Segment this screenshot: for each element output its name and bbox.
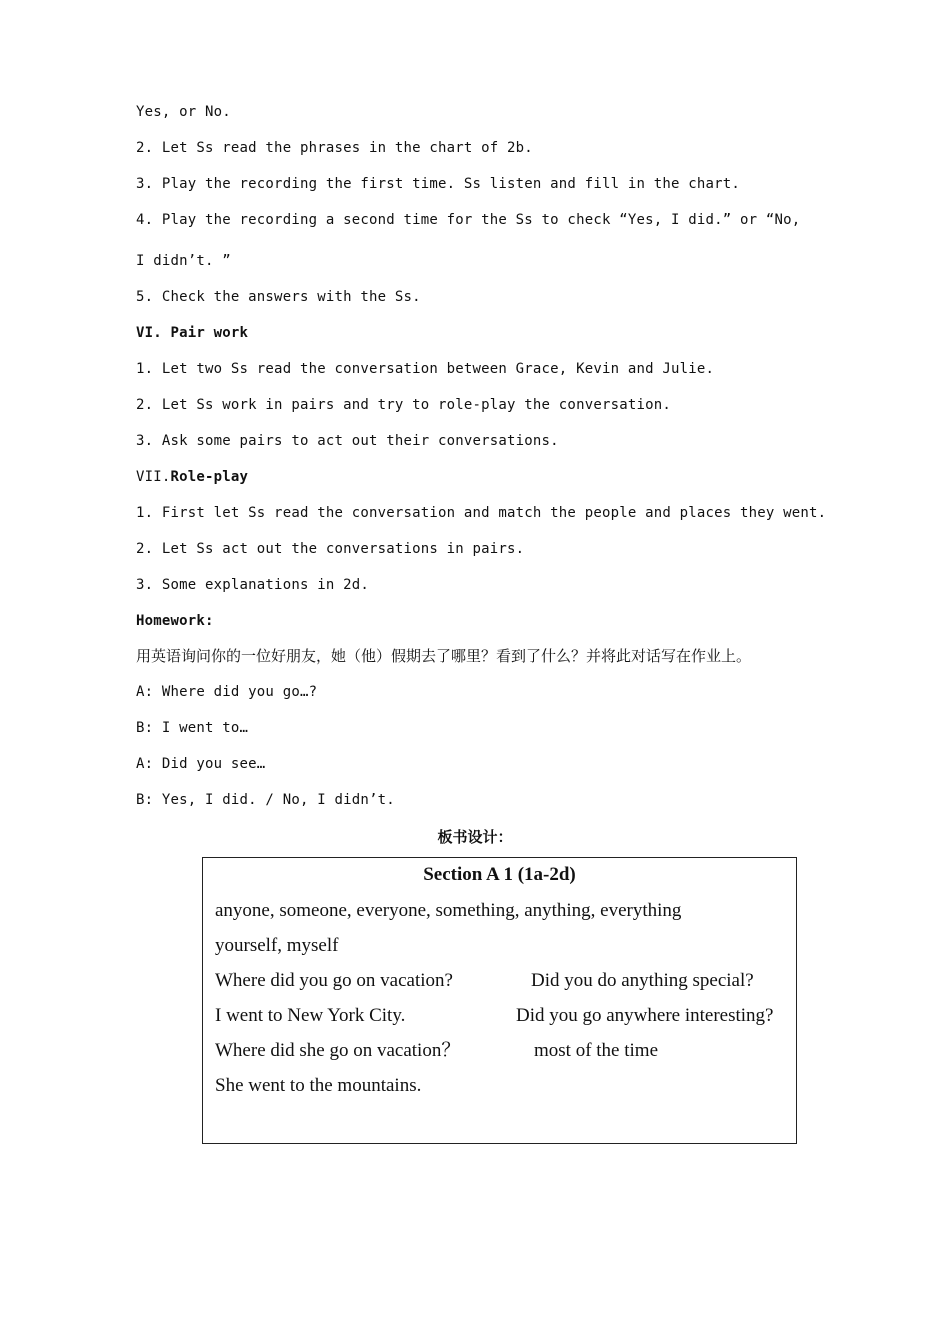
dialog-a-1: A: Where did you go…?	[136, 684, 318, 700]
board-vocab-line: anyone, someone, everyone, something, anything, everything	[215, 900, 682, 921]
pair-step-2: 2. Let Ss work in pairs and try to role-play the conversation.	[136, 397, 671, 413]
board-design-box	[202, 857, 797, 1144]
board-question-where-she: Where did she go on vacation？	[215, 1040, 461, 1061]
dialog-a-2: A: Did you see…	[136, 756, 266, 772]
board-question-anywhere-interesting: Did you go anywhere interesting?	[516, 1005, 774, 1026]
section-heading-role-play	[136, 467, 248, 487]
role-step-2: 2. Let Ss act out the conversations in pairs.	[136, 541, 525, 557]
pair-step-3: 3. Ask some pairs to act out their conversations.	[136, 433, 559, 449]
board-design-heading: 板书设计：	[437, 828, 513, 846]
role-play-label: Role-play	[170, 469, 249, 485]
step-4-play-second-time: 4. Play the recording a second time for the Ss to check “Yes, I did.” or “No,	[136, 212, 801, 228]
pair-step-1: 1. Let two Ss read the conversation between Grace, Kevin and Julie.	[136, 361, 715, 377]
dialog-b-1: B: I went to…	[136, 720, 249, 736]
line-yes-or-no: Yes, or No.	[136, 104, 231, 120]
board-phrase-most-of-the-time: most of the time	[534, 1040, 659, 1061]
role-step-1: 1. First let Ss read the conversation and match the people and places they went.	[136, 505, 827, 521]
section-heading-pair-work: VI. Pair work	[136, 325, 249, 341]
board-question-where-you: Where did you go on vacation?	[215, 970, 453, 991]
board-question-anything-special: Did you do anything special?	[531, 970, 754, 991]
board-reflexive-line: yourself, myself	[215, 935, 339, 956]
step-3-play-recording: 3. Play the recording the first time. Ss listen and fill in the chart.	[136, 176, 741, 192]
role-step-3: 3. Some explanations in 2d.	[136, 577, 369, 593]
step-5-check-answers: 5. Check the answers with the Ss.	[136, 289, 421, 305]
step-4-continuation: I didn’t. ”	[136, 253, 231, 269]
dialog-b-2: B: Yes, I did. / No, I didn’t.	[136, 792, 395, 808]
role-play-numeral: VII.	[136, 469, 171, 485]
board-answer-new-york: I went to New York City.	[215, 1005, 406, 1026]
board-title: Section A 1 (1a-2d)	[423, 864, 576, 885]
step-2-read-phrases: 2. Let Ss read the phrases in the chart of 2b.	[136, 140, 533, 156]
homework-heading: Homework:	[136, 613, 214, 629]
homework-instruction: 用英语询问你的一位好朋友，她（他）假期去了哪里？看到了什么？并将此对话写在作业上。	[136, 647, 752, 665]
board-answer-mountains: She went to the mountains.	[215, 1075, 422, 1096]
